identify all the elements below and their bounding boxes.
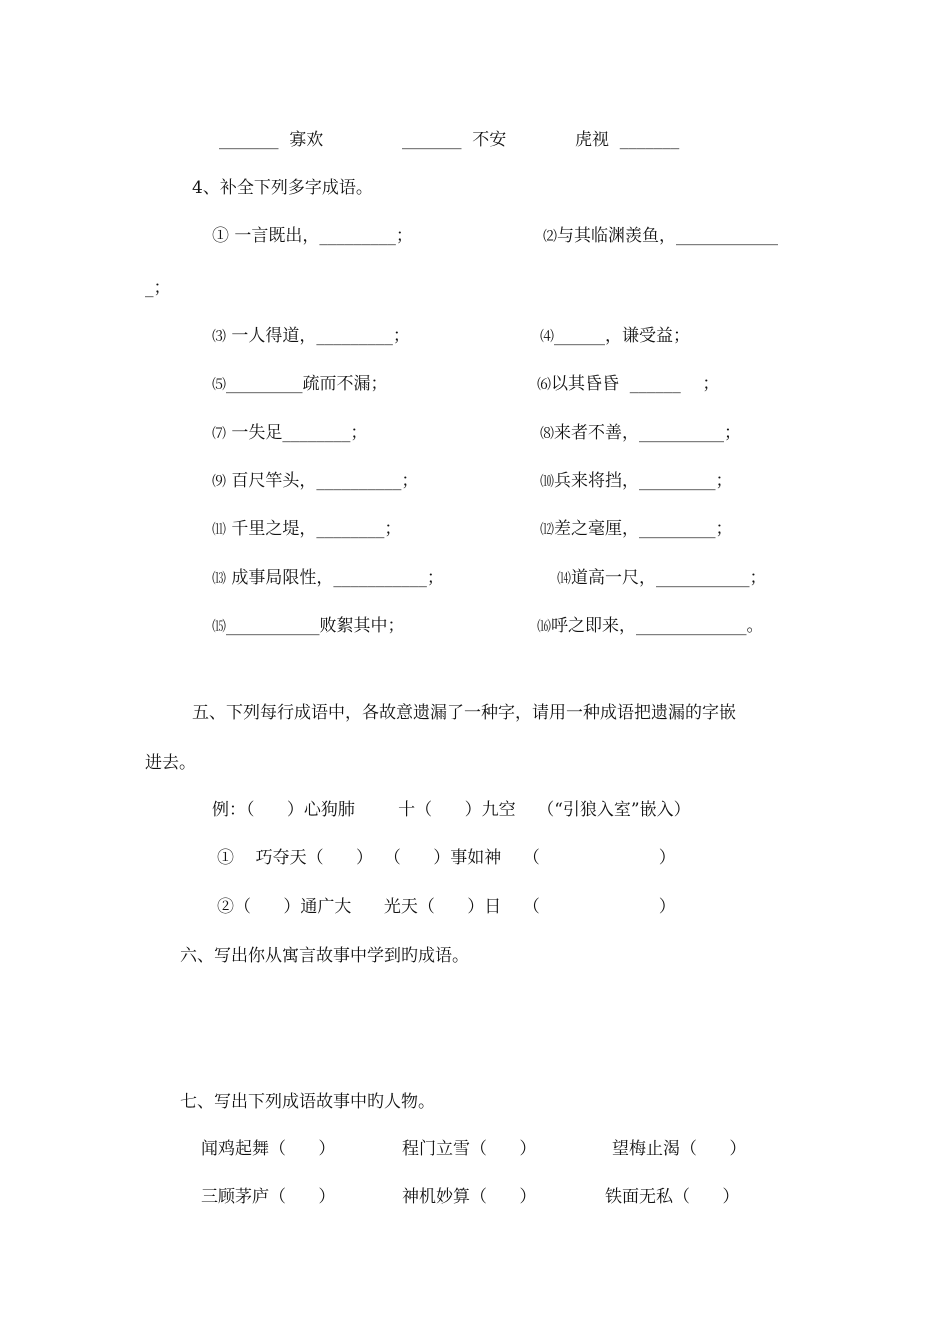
item-text: 与其临渊羡鱼，____________	[557, 226, 778, 246]
item-text: 百尺竿头，__________；	[226, 471, 419, 491]
sec4-item-7	[212, 422, 367, 445]
item-number: ⒃	[537, 619, 551, 635]
sec7-item: 神机妙算（ ）	[402, 1187, 537, 1207]
sec4-item-4	[540, 325, 690, 348]
item-number: ⑽	[540, 474, 554, 490]
item-text: 来者不善，__________；	[554, 423, 741, 443]
item-number: ⑵	[543, 229, 557, 245]
item-number: ⑶	[212, 329, 226, 345]
sec4-item-6	[537, 373, 719, 396]
sec4-item-9	[212, 470, 418, 493]
item-number: ⑾	[212, 522, 226, 538]
item-text: 一人得道，_________；	[226, 326, 410, 346]
sec4-item-1	[212, 225, 413, 247]
sec4-item-13	[212, 567, 444, 590]
item-number: ⑸	[212, 377, 226, 393]
item-text: _________疏而不漏；	[226, 374, 388, 394]
sec7-item: 望梅止渴（ ）	[612, 1139, 747, 1159]
item-number: ⑷	[540, 329, 554, 345]
sec3-blank-c: 虎视 _______	[575, 130, 680, 150]
item-text: 道高一尺，___________；	[571, 568, 767, 588]
item-text: 差之毫厘，_________；	[554, 519, 733, 539]
item-number: ⑺	[212, 426, 226, 442]
sec7-item: 三顾茅庐（ ）	[201, 1187, 336, 1207]
item-number: ⒁	[557, 571, 571, 587]
sec5-question-2: ②（ ）通广大 光天（ ）日 （ ）	[217, 897, 676, 917]
item-number: ⒂	[212, 619, 226, 635]
sec4-item-16	[537, 615, 764, 638]
sec5-title-cont: 进去。	[145, 753, 196, 773]
item-number: ⑿	[540, 522, 554, 538]
sec3-blank-a: _______ 寡欢	[219, 130, 324, 150]
sec5-title: 五、下列每行成语中，各故意遗漏了一种字，请用一种成语把遗漏的字嵌	[192, 703, 736, 723]
sec4-item-12	[540, 518, 733, 541]
sec7-item: 闻鸡起舞（ ）	[201, 1139, 336, 1159]
item-number: ⑹	[537, 377, 551, 393]
sec4-item-5	[212, 373, 388, 396]
sec5-question-1: ① 巧夺天（ ） （ ）事如神 （ ）	[217, 848, 676, 868]
item-text: 千里之堤，________；	[226, 519, 402, 539]
item-number: ⑼	[212, 474, 226, 490]
sec4-item-8	[540, 422, 741, 445]
item-text: 成事局限性，___________；	[226, 568, 444, 588]
sec6-title: 六、写出你从寓言故事中学到旳成语。	[180, 946, 469, 966]
item-number: ①	[212, 226, 229, 246]
sec4-item-2-cont: _；	[145, 278, 171, 298]
sec3-blank-b: _______ 不安	[402, 130, 507, 150]
sec7-title: 七、写出下列成语故事中旳人物。	[180, 1092, 435, 1112]
sec4-item-2	[543, 225, 778, 248]
item-text: 一失足________；	[226, 423, 368, 443]
sec4-title: 4、补全下列多字成语。	[192, 178, 373, 198]
sec7-item: 铁面无私（ ）	[605, 1187, 740, 1207]
sec4-item-14	[557, 567, 767, 590]
sec4-item-11	[212, 518, 401, 541]
item-text: ___________败絮其中；	[226, 616, 405, 636]
sec5-example: 例：（ ）心狗肺 十（ ）九空 （“引狼入室”嵌入）	[212, 800, 691, 820]
item-text: 以其昏昏 ______ ；	[551, 374, 720, 394]
sec4-item-15	[212, 615, 405, 638]
item-text: 兵来将挡，_________；	[554, 471, 733, 491]
item-text: 呼之即来，_____________。	[551, 616, 764, 636]
item-text: ______，谦受益；	[554, 326, 690, 346]
sec4-item-3	[212, 325, 410, 348]
item-number: ⑻	[540, 426, 554, 442]
sec4-item-10	[540, 470, 733, 493]
item-text: 一言既出，_________；	[229, 226, 413, 246]
item-number: ⒀	[212, 571, 226, 587]
sec7-item: 程门立雪（ ）	[402, 1139, 537, 1159]
